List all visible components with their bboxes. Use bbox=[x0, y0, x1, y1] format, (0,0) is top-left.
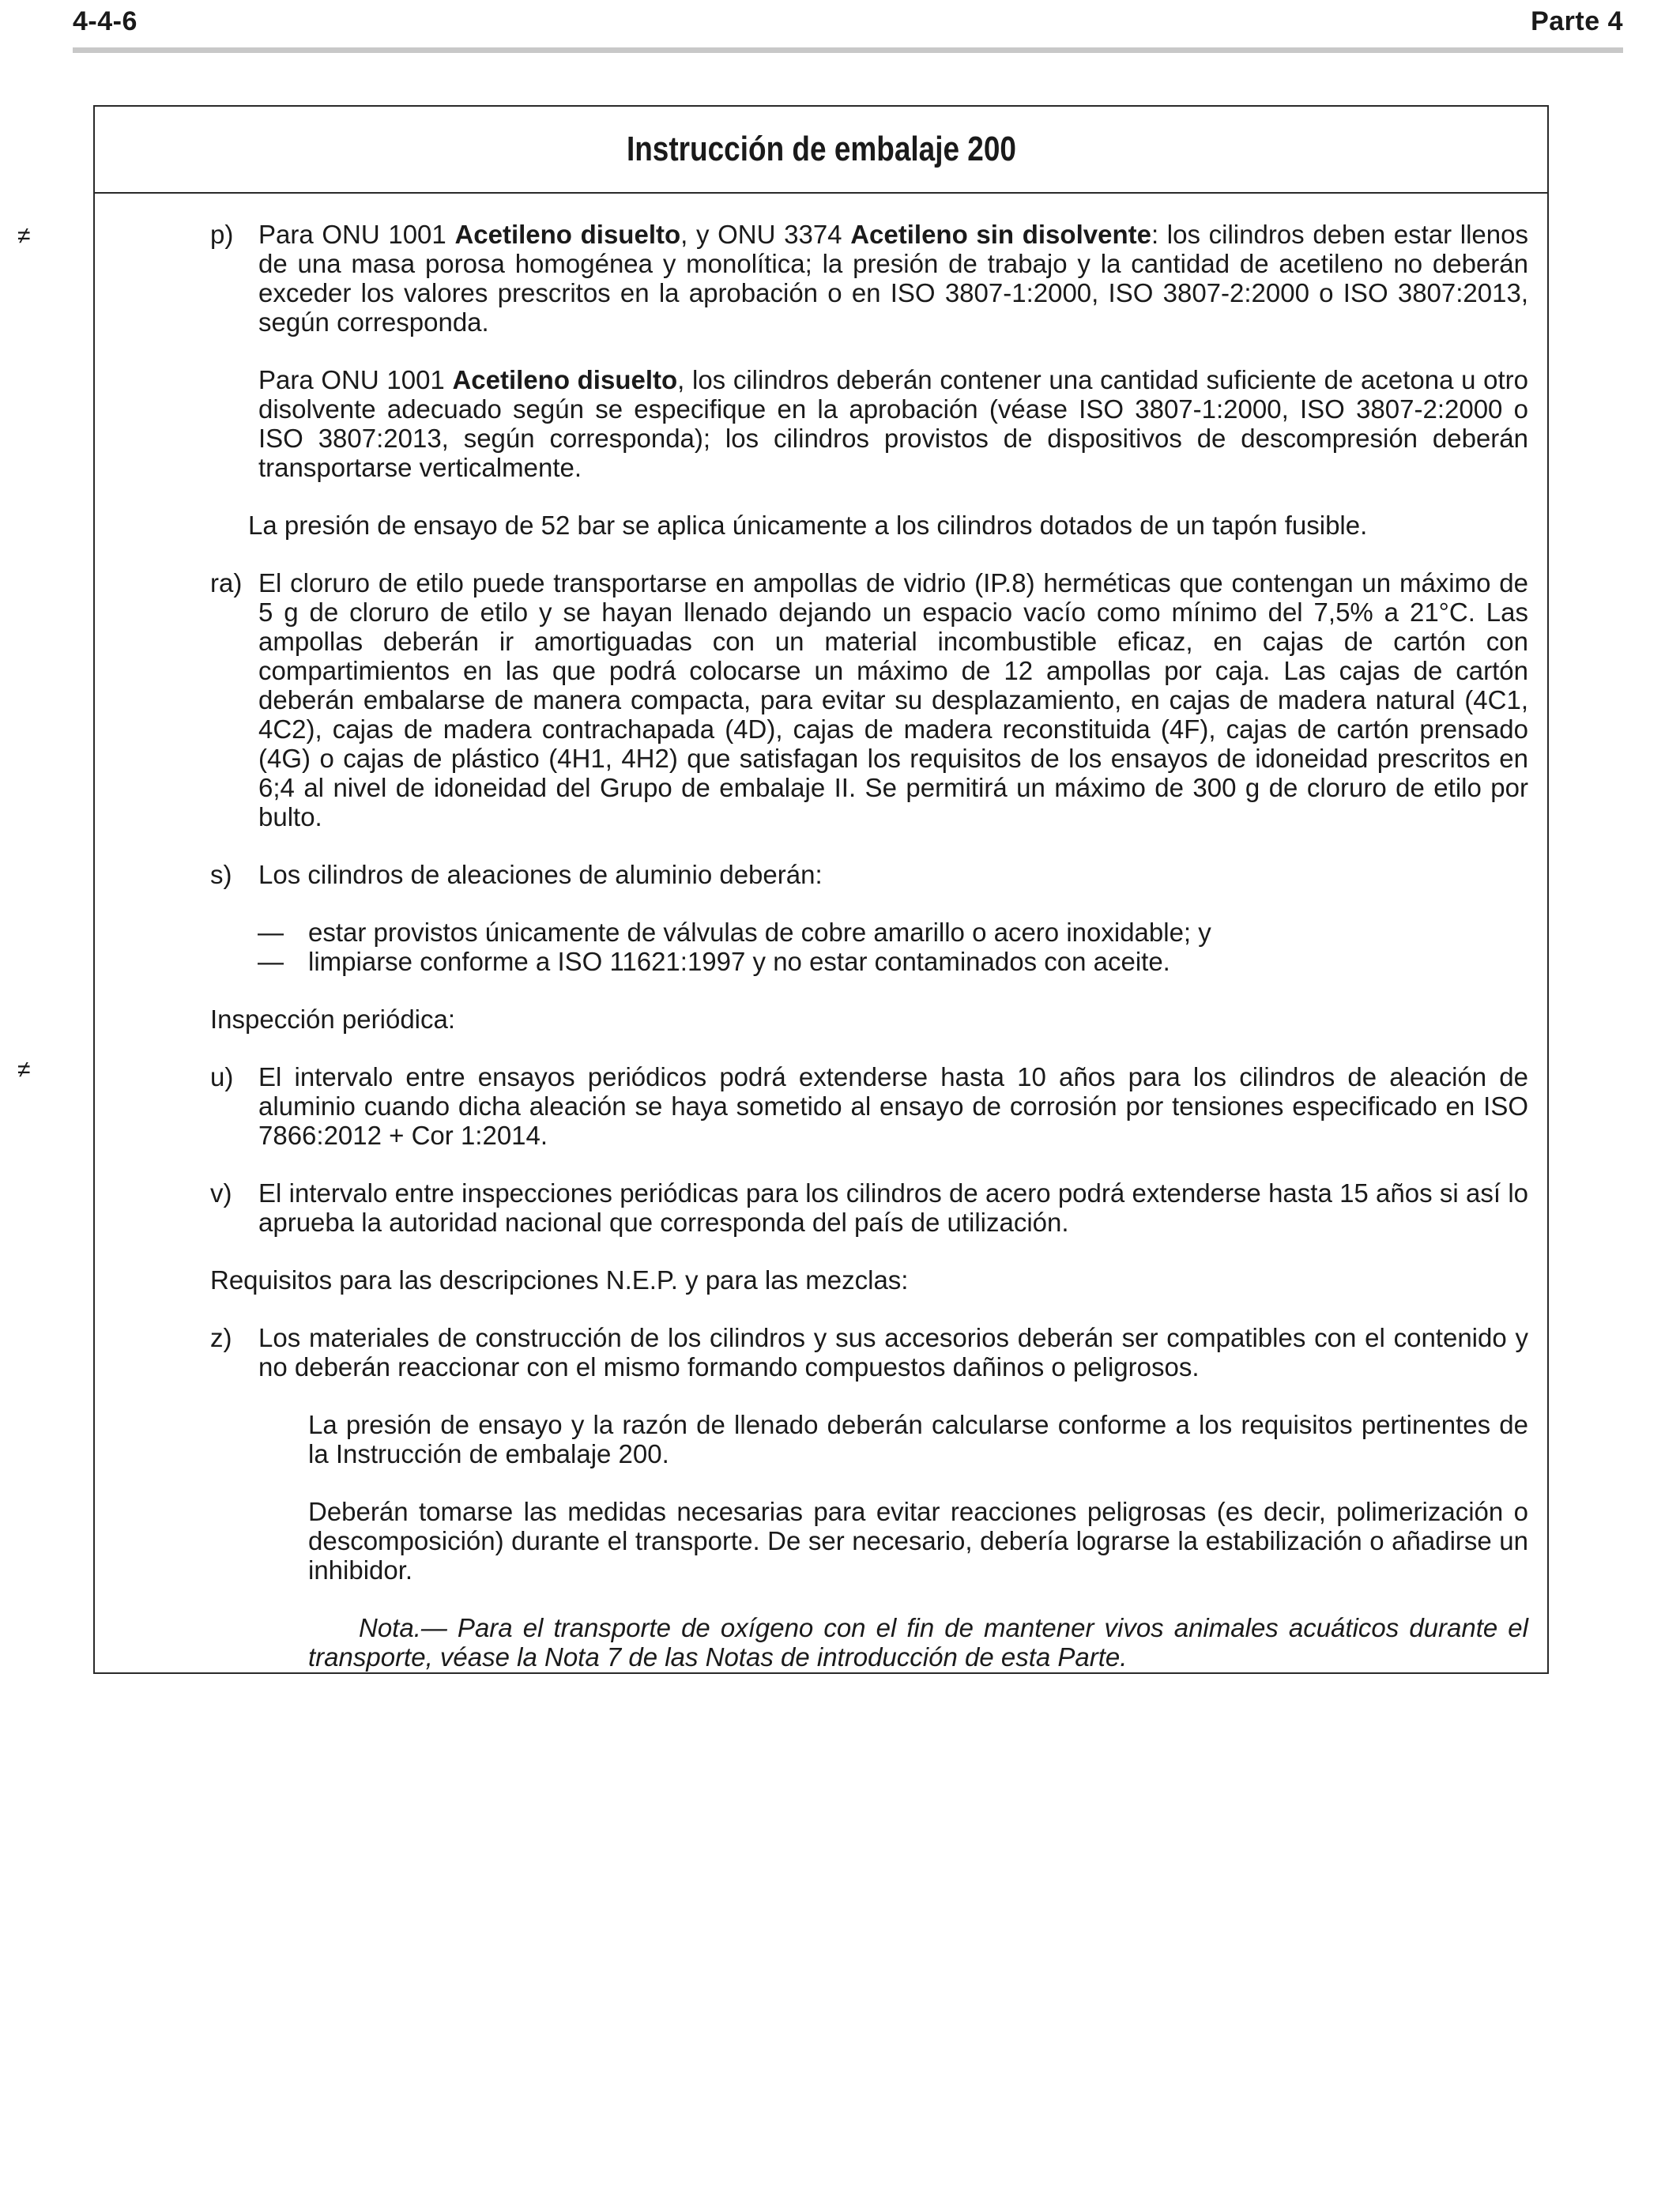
provision-text: Los cilindros de aleaciones de aluminio deberán: bbox=[258, 860, 823, 889]
provision-z-paragraph-3: Deberán tomarse las medidas necesarias para evitar reacciones peligrosas (es decir, polimerización o descomposición) durante el transporte. De ser necesario, debería lograrse la estabilización o añadirse un inhibidor. bbox=[308, 1497, 1528, 1585]
change-mark-p: ≠ bbox=[17, 223, 31, 249]
page-header bbox=[73, 0, 1623, 46]
provision-text: Los materiales de construcción de los cilindros y sus accesorios deberán ser compatibles con el contenido y no deberán reaccionar con el mismo formando compuestos dañinos o peligrosos. bbox=[258, 1323, 1528, 1382]
dash-list bbox=[210, 918, 1528, 976]
pressure-note: La presión de ensayo de 52 bar se aplica únicamente a los cilindros dotados de un tapón fusible. bbox=[248, 511, 1368, 540]
provision-text: El cloruro de etilo puede transportarse en ampollas de vidrio (IP.8) herméticas que contengan un máximo de 5 g de cloruro de etilo y se hayan llenado dejando un espacio vacío como mínimo del 7,5% a 21°C. Las ampollas deberán ir amortiguadas con un material incombustible eficaz, en cajas de cartón con compartimientos en las que podrá colocarse un máximo de 12 ampollas por caja. Las cajas de cartón deberán embalarse de manera compacta, para evitar su desplazamiento, en cajas de madera natural (4C1, 4C2), cajas de madera contrachapada (4D), cajas de madera reconstituida (4F), cajas de cartón prensado (4G) o cajas de plástico (4H1, 4H2) que satisfagan los requisitos de los ensayos de idoneidad prescritos en 6;4 al nivel de idoneidad del Grupo de embalaje II. Se permitirá un máximo de 300 g de cloruro de etilo por bulto. bbox=[258, 568, 1528, 831]
list-item-text: limpiarse conforme a ISO 11621:1997 y no estar contaminados con aceite. bbox=[308, 947, 1170, 976]
provision-s bbox=[210, 860, 1528, 889]
dash-bullet: — bbox=[258, 918, 284, 947]
provision-label: u) bbox=[210, 1062, 234, 1091]
provision-v bbox=[210, 1178, 1528, 1237]
list-item bbox=[210, 947, 1528, 976]
note-text: Nota.— Para el transporte de oxígeno con el fin de mantener vivos animales acuáticos durante el transporte, véase la Nota 7 de las Notas de introducción de esta Parte. bbox=[308, 1613, 1528, 1672]
page-number: 4-4-6 bbox=[73, 6, 137, 36]
requirements-heading: Requisitos para las descripciones N.E.P. y para las mezclas: bbox=[210, 1265, 909, 1295]
list-item-text: estar provistos únicamente de válvulas de cobre amarillo o acero inoxidable; y bbox=[308, 918, 1211, 947]
provision-text: El intervalo entre ensayos periódicos podrá extenderse hasta 10 años para los cilindros de aleación de aluminio cuando dicha aleación se haya sometido al ensayo de corrosión por tensiones especificado en ISO 7866:2012 + Cor 1:2014. bbox=[258, 1062, 1528, 1150]
provision-label: s) bbox=[210, 860, 232, 889]
part-label: Parte 4 bbox=[1531, 6, 1623, 36]
header-rule bbox=[73, 47, 1623, 53]
text-run: , y ONU 3374 bbox=[680, 220, 851, 249]
provision-text bbox=[258, 220, 1528, 337]
text-run: Para ONU 1001 bbox=[258, 220, 455, 249]
dash-bullet: — bbox=[258, 947, 284, 976]
box-title: Instrucción de embalaje 200 bbox=[626, 130, 1016, 168]
inspection-heading: Inspección periódica: bbox=[210, 1005, 456, 1034]
provision-p bbox=[210, 220, 1528, 337]
provision-ra bbox=[210, 568, 1528, 831]
change-mark-u: ≠ bbox=[17, 1057, 31, 1083]
provision-z bbox=[210, 1323, 1528, 1382]
provision-label: ra) bbox=[210, 568, 243, 598]
provision-text: El intervalo entre inspecciones periódicas para los cilindros de acero podrá extenderse hasta 15 años si así lo aprueba la autoridad nacional que corresponda del país de utilización. bbox=[258, 1178, 1528, 1237]
box-title-bar bbox=[95, 107, 1547, 194]
bold-run: Acetileno disuelto bbox=[454, 220, 681, 249]
provision-p-paragraph-2 bbox=[210, 365, 1528, 482]
list-item bbox=[210, 918, 1528, 947]
provision-label: p) bbox=[210, 220, 234, 249]
bold-run: Acetileno sin disolvente bbox=[850, 220, 1151, 249]
provision-label: v) bbox=[210, 1178, 232, 1208]
text-run: Para ONU 1001 bbox=[258, 365, 453, 394]
box-body bbox=[210, 220, 1528, 1672]
provision-u bbox=[210, 1062, 1528, 1150]
text-run: : los cilindros deben estar llenos de una masa porosa homogénea y monolítica; la presión de trabajo y la cantidad de acetileno no deberán exceder los valores prescritos en la aprobación o en ISO 3807-1:2000, ISO 3807-2:2000 o ISO 3807:2013, según corresponda. bbox=[258, 220, 1528, 337]
provision-label: z) bbox=[210, 1323, 232, 1352]
provision-z-paragraph-2: La presión de ensayo y la razón de llenado deberán calcularse conforme a los requisitos pertinentes de la Instrucción de embalaje 200. bbox=[308, 1410, 1528, 1468]
provision-z-note bbox=[210, 1613, 1528, 1672]
text-run: , los cilindros deberán contener una cantidad suficiente de acetona u otro disolvente adecuado según se especifique en la aprobación (véase ISO 3807-1:2000, ISO 3807-2:2000 o ISO 3807:2013, según corresponda); los cilindros provistos de dispositivos de descompresión deberán transportarse verticalmente. bbox=[258, 365, 1528, 482]
bold-run: Acetileno disuelto bbox=[452, 365, 678, 394]
